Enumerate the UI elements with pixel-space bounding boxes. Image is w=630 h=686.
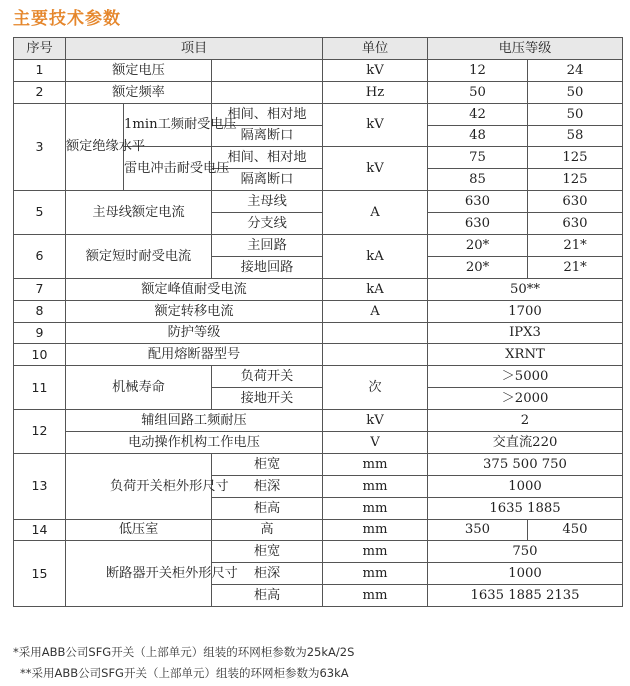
row-item: 额定转移电流 [66, 300, 323, 322]
value-12kv: 630 [428, 191, 528, 213]
sub-item-phase: 相间、相对地 [212, 147, 323, 169]
value-24kv: 50 [528, 103, 623, 125]
row-value: 交直流220 [428, 432, 623, 454]
row-unit: kV [323, 103, 428, 147]
row-item: 防护等级 [66, 322, 323, 344]
row-unit: kA [323, 278, 428, 300]
header-item: 项目 [66, 38, 323, 60]
spec-table [13, 37, 623, 607]
row-no: 2 [14, 81, 66, 103]
row-no: 8 [14, 300, 66, 322]
value-24kv: 125 [528, 169, 623, 191]
value-12kv: 42 [428, 103, 528, 125]
row-unit: A [323, 191, 428, 235]
sub-item-isolation: 隔离断口 [212, 125, 323, 147]
value-24kv: 630 [528, 213, 623, 235]
row-unit: A [323, 300, 428, 322]
table-row [14, 519, 623, 541]
row-unit: mm [323, 475, 428, 497]
row-value: IPX3 [428, 322, 623, 344]
table-row [14, 300, 623, 322]
table-row [14, 59, 623, 81]
value-24kv: 125 [528, 147, 623, 169]
row-unit [323, 322, 428, 344]
row-item: 断路器开关柜外形尺寸 [66, 541, 212, 607]
row-unit: mm [323, 453, 428, 475]
row-unit: kV [323, 410, 428, 432]
sub-item-depth: 柜深 [212, 475, 323, 497]
row-unit: kV [323, 59, 428, 81]
value-24kv: 450 [528, 519, 623, 541]
sub-item-earth-switch: 接地开关 [212, 388, 323, 410]
value-12kv: 12 [428, 59, 528, 81]
table-row [14, 278, 623, 300]
header-no: 序号 [14, 38, 66, 60]
row-item: 配用熔断器型号 [66, 344, 323, 366]
row-value: 2 [428, 410, 623, 432]
table-row [14, 410, 623, 432]
value-12kv: 350 [428, 519, 528, 541]
table-row [14, 453, 623, 475]
row-no: 5 [14, 191, 66, 235]
table-row [14, 191, 623, 213]
row-no: 11 [14, 366, 66, 410]
row-value: ＞2000 [428, 388, 623, 410]
table-row [14, 103, 623, 125]
header-row [14, 38, 623, 60]
table-row [14, 432, 623, 454]
header-voltage: 电压等级 [428, 38, 623, 60]
footnote-2: **采用ABB公司SFG开关（上部单元）组装的环网柜参数为63kA [20, 666, 349, 680]
row-no: 13 [14, 453, 66, 519]
value-24kv: 21* [528, 235, 623, 257]
row-no: 1 [14, 59, 66, 81]
value-12kv: 20* [428, 256, 528, 278]
value-12kv: 50 [428, 81, 528, 103]
row-item: 额定绝缘水平 [66, 103, 124, 191]
sub-item-power-frequency: 1min工频耐受电压 [124, 103, 212, 147]
row-no: 7 [14, 278, 66, 300]
page-title: 主要技术参数 [13, 9, 121, 29]
row-value: XRNT [428, 344, 623, 366]
table-row [14, 322, 623, 344]
row-item: 辅组回路工频耐压 [66, 410, 323, 432]
sub-item-depth: 柜深 [212, 563, 323, 585]
value-12kv: 75 [428, 147, 528, 169]
sub-item-earth-circuit: 接地回路 [212, 256, 323, 278]
row-unit: 次 [323, 366, 428, 410]
value-24kv: 630 [528, 191, 623, 213]
row-no: 14 [14, 519, 66, 541]
table-row [14, 541, 623, 563]
footnote-1: *采用ABB公司SFG开关（上部单元）组装的环网柜参数为25kA/2S [13, 645, 355, 659]
row-item: 额定电压 [66, 59, 212, 81]
row-no: 3 [14, 103, 66, 191]
row-item: 低压室 [66, 519, 212, 541]
value-12kv: 48 [428, 125, 528, 147]
row-unit: mm [323, 541, 428, 563]
value-24kv: 21* [528, 256, 623, 278]
row-no: 10 [14, 344, 66, 366]
sub-item-isolation: 隔离断口 [212, 169, 323, 191]
row-item: 额定峰值耐受电流 [66, 278, 323, 300]
value-24kv: 58 [528, 125, 623, 147]
sub-item-width: 柜宽 [212, 453, 323, 475]
sub-item-width: 柜宽 [212, 541, 323, 563]
row-value: 1635 1885 [428, 497, 623, 519]
row-unit: mm [323, 497, 428, 519]
row-item: 机械寿命 [66, 366, 212, 410]
row-no: 6 [14, 235, 66, 279]
table-row [14, 81, 623, 103]
row-value: 1000 [428, 563, 623, 585]
row-unit: mm [323, 585, 428, 607]
row-unit: mm [323, 519, 428, 541]
sub-item-height: 柜高 [212, 497, 323, 519]
sub-item-branch: 分支线 [212, 213, 323, 235]
row-item: 额定短时耐受电流 [66, 235, 212, 279]
row-item: 负荷开关柜外形尺寸 [66, 453, 212, 519]
value-24kv: 24 [528, 59, 623, 81]
row-no: 9 [14, 322, 66, 344]
sub-item-main-circuit: 主回路 [212, 235, 323, 257]
empty-cell [212, 59, 323, 81]
row-item: 电动操作机构工作电压 [66, 432, 323, 454]
sub-item-phase: 相间、相对地 [212, 103, 323, 125]
row-unit: mm [323, 563, 428, 585]
row-no: 15 [14, 541, 66, 607]
sub-item-height: 柜高 [212, 585, 323, 607]
row-value: 50** [428, 278, 623, 300]
value-12kv: 85 [428, 169, 528, 191]
row-unit [323, 344, 428, 366]
value-12kv: 20* [428, 235, 528, 257]
row-item: 额定频率 [66, 81, 212, 103]
row-no: 12 [14, 410, 66, 454]
value-24kv: 50 [528, 81, 623, 103]
sub-item-main-bus: 主母线 [212, 191, 323, 213]
row-value: ＞5000 [428, 366, 623, 388]
row-value: 1635 1885 2135 [428, 585, 623, 607]
value-12kv: 630 [428, 213, 528, 235]
row-value: 375 500 750 [428, 453, 623, 475]
row-unit: kV [323, 147, 428, 191]
row-unit: Hz [323, 81, 428, 103]
row-value: 750 [428, 541, 623, 563]
row-value: 1700 [428, 300, 623, 322]
row-value: 1000 [428, 475, 623, 497]
row-unit: V [323, 432, 428, 454]
empty-cell [212, 81, 323, 103]
table-row [14, 344, 623, 366]
row-unit: kA [323, 235, 428, 279]
sub-item-load-switch: 负荷开关 [212, 366, 323, 388]
table-row [14, 235, 623, 257]
table-row [14, 366, 623, 388]
row-item: 主母线额定电流 [66, 191, 212, 235]
sub-item-lightning: 雷电冲击耐受电压 [124, 147, 212, 191]
header-unit: 单位 [323, 38, 428, 60]
sub-item-height: 高 [212, 519, 323, 541]
